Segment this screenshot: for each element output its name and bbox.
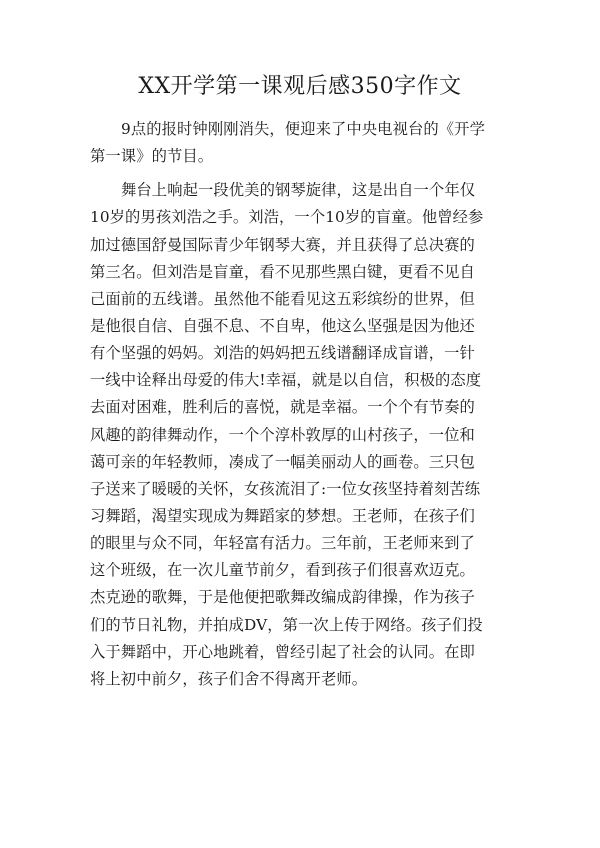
paragraph-line: 入于舞蹈中，开心地跳着，曾经引起了社会的认同。在即 — [90, 642, 475, 661]
paragraph-line: 风趣的韵律舞动作，一个个淳朴敦厚的山村孩子，一位和 — [90, 425, 475, 444]
paragraph-line: 加过德国舒曼国际青少年钢琴大赛，并且获得了总决赛的 — [90, 235, 475, 254]
document-body — [90, 116, 510, 693]
document-title: XX开学第一课观后感350字作文 — [138, 74, 462, 99]
paragraph-line: 己面前的五线谱。虽然他不能看见这五彩缤纷的世界，但 — [90, 289, 475, 308]
paragraph-line: 9点的报时钟刚刚消失，便迎来了中央电视台的《开学 — [121, 120, 485, 138]
paragraph-line: 蔼可亲的年轻教师，凑成了一幅美丽动人的画卷。三只包 — [90, 452, 475, 471]
paragraph-line: 一线中诠释出母爱的伟大!幸福，就是以自信，积极的态度 — [90, 371, 482, 390]
paragraph-line: 第一课》的节目。 — [90, 147, 214, 166]
paragraph-line: 习舞蹈，渴望实现成为舞蹈家的梦想。王老师，在孩子们 — [90, 506, 475, 525]
paragraph-line: 的眼里与众不同，年轻富有活力。三年前，王老师来到了 — [90, 534, 475, 553]
paragraph-line: 杰克逊的歌舞，于是他便把歌舞改编成韵律操，作为孩子 — [90, 588, 475, 607]
paragraph-line: 将上初中前夕，孩子们舍不得离开老师。 — [90, 669, 368, 688]
paragraph-2 — [90, 177, 510, 693]
paragraph-line: 们的节日礼物，并拍成DV，第一次上传于网络。孩子们投 — [90, 615, 483, 634]
paragraph-line: 这个班级，在一次儿童节前夕，看到孩子们很喜欢迈克。 — [90, 561, 475, 580]
paragraph-line: 10岁的男孩刘浩之手。刘浩，一个10岁的盲童。他曾经参 — [90, 208, 484, 227]
paragraph-line: 是他很自信、自强不息、不自卑，他这么坚强是因为他还 — [90, 316, 475, 335]
paragraph-line: 去面对困难，胜利后的喜悦，就是幸福。一个个有节奏的 — [90, 398, 475, 417]
paragraph-line: 第三名。但刘浩是盲童，看不见那些黑白键，更看不见自 — [90, 262, 475, 281]
paragraph-line: 子送来了暖暖的关怀，女孩流泪了:一位女孩坚持着刻苦练 — [90, 479, 481, 498]
paragraph-line: 舞台上响起一段优美的钢琴旋律，这是出自一个年仅 — [121, 181, 476, 200]
paragraph-1 — [90, 116, 510, 170]
paragraph-line: 有个坚强的妈妈。刘浩的妈妈把五线谱翻译成盲谱，一针 — [90, 344, 475, 363]
